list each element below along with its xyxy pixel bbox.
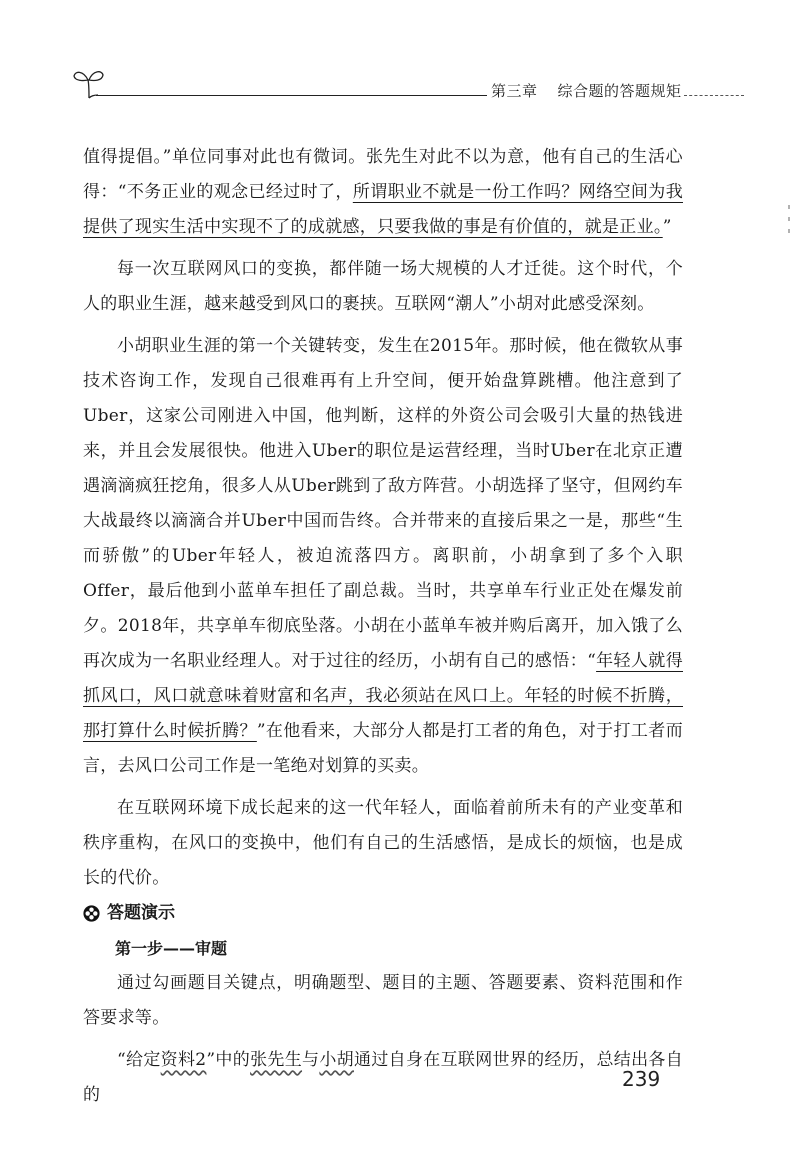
- wavy-underlined-text: 小胡: [319, 1050, 354, 1070]
- chapter-header: [487, 80, 686, 101]
- text-run: 与: [302, 1050, 320, 1070]
- text-run: ”: [662, 217, 672, 237]
- section-heading: [83, 896, 683, 931]
- margin-marks: [787, 205, 795, 249]
- paragraph: [83, 252, 683, 322]
- underlined-text: 所谓职业不就是一份工作吗？网络空间为我提供了现实生活中实现不了的成就感，只要我做的事是有价值的，就是正业。: [83, 182, 683, 237]
- text-run: 在互联网环境下成长起来的这一代年轻人，面临着前所未有的产业变革和秩序重构，在风口的变换中，他们有自己的生活感悟，是成长的烦恼，也是成长的代价。: [83, 798, 683, 888]
- section-heading-text: 答题演示: [107, 903, 175, 923]
- chapter-number: 第三章: [491, 82, 538, 100]
- paragraph: [83, 966, 683, 1036]
- running-header: [72, 62, 712, 102]
- page-number: 239: [622, 1067, 661, 1091]
- header-dashed-rule: [684, 95, 744, 96]
- paragraph: [83, 1043, 683, 1113]
- header-rule: [96, 95, 541, 96]
- text-run: 小胡职业生涯的第一个关键转变，发生在2015年。那时候，他在微软从事技术咨询工作，发现自己很难再有上升空间，便开始盘算跳槽。他注意到了Uber，这家公司刚进入中国，他判断，这样的外资公司会吸引大量的热钱进来，并且会发展很快。他进入Uber的职位是运营经理，当时Uber在北京正遭遇滴滴疯狂挖角，很多人从Uber跳到了敌方阵营。小胡选择了坚守，但网约车大战最终以滴滴合并Uber中国而告终。合并带来的直接后果之一是，那些“生而骄傲”的Uber年轻人，被迫流落四方。离职前，小胡拿到了多个入职Offer，最后他到小蓝单车担任了副总裁。当时，共享单车行业正处在爆发前夕。2018年，共享单车彻底坠落。小胡在小蓝单车被并购后离开，加入饿了么再次成为一名职业经理人。对于过往的经历，小胡有自己的感悟：“: [83, 336, 683, 671]
- wavy-underlined-text: 资料2: [160, 1050, 207, 1070]
- underlined-text: 年轻人就得抓风口，风口就意味着财富和名声，我必须站在风口上。年轻的时候不折腾，那打算什么时候折腾？: [83, 651, 683, 741]
- text-run: 值得提倡。”单位同事对此也有微词。张先生对此不以为意，他有自己的生活心得：“不务正业的观念已经过时了，: [83, 147, 683, 202]
- text-run: 通过勾画题目关键点，明确题型、题目的主题、答题要素、资料范围和作答要求等。: [83, 973, 683, 1028]
- paragraph: [83, 329, 683, 784]
- paragraph: [83, 791, 683, 896]
- text-run: ”在他看来，大部分人都是打工者的角色，对于打工者而言，去风口公司工作是一笔绝对划算的买卖。: [83, 721, 683, 776]
- text-run: 通过自身在互联网世界的经历，总结出各自的: [83, 1050, 684, 1105]
- text-run: “给定: [117, 1050, 161, 1070]
- main-content: [83, 140, 683, 1113]
- text-run: 每一次互联网风口的变换，都伴随一场大规模的人才迁徙。这个时代，个人的职业生涯，越来越受到风口的裹挟。互联网“潮人”小胡对此感受深刻。: [83, 259, 683, 314]
- step-heading: 第一步——审题: [115, 939, 228, 958]
- text-run: ”中的: [206, 1050, 251, 1070]
- flower-bullet-icon: [83, 905, 100, 922]
- paragraph: [83, 140, 683, 245]
- chapter-title: 综合题的答题规矩: [557, 82, 682, 100]
- wavy-underlined-text: 张先生: [250, 1050, 303, 1070]
